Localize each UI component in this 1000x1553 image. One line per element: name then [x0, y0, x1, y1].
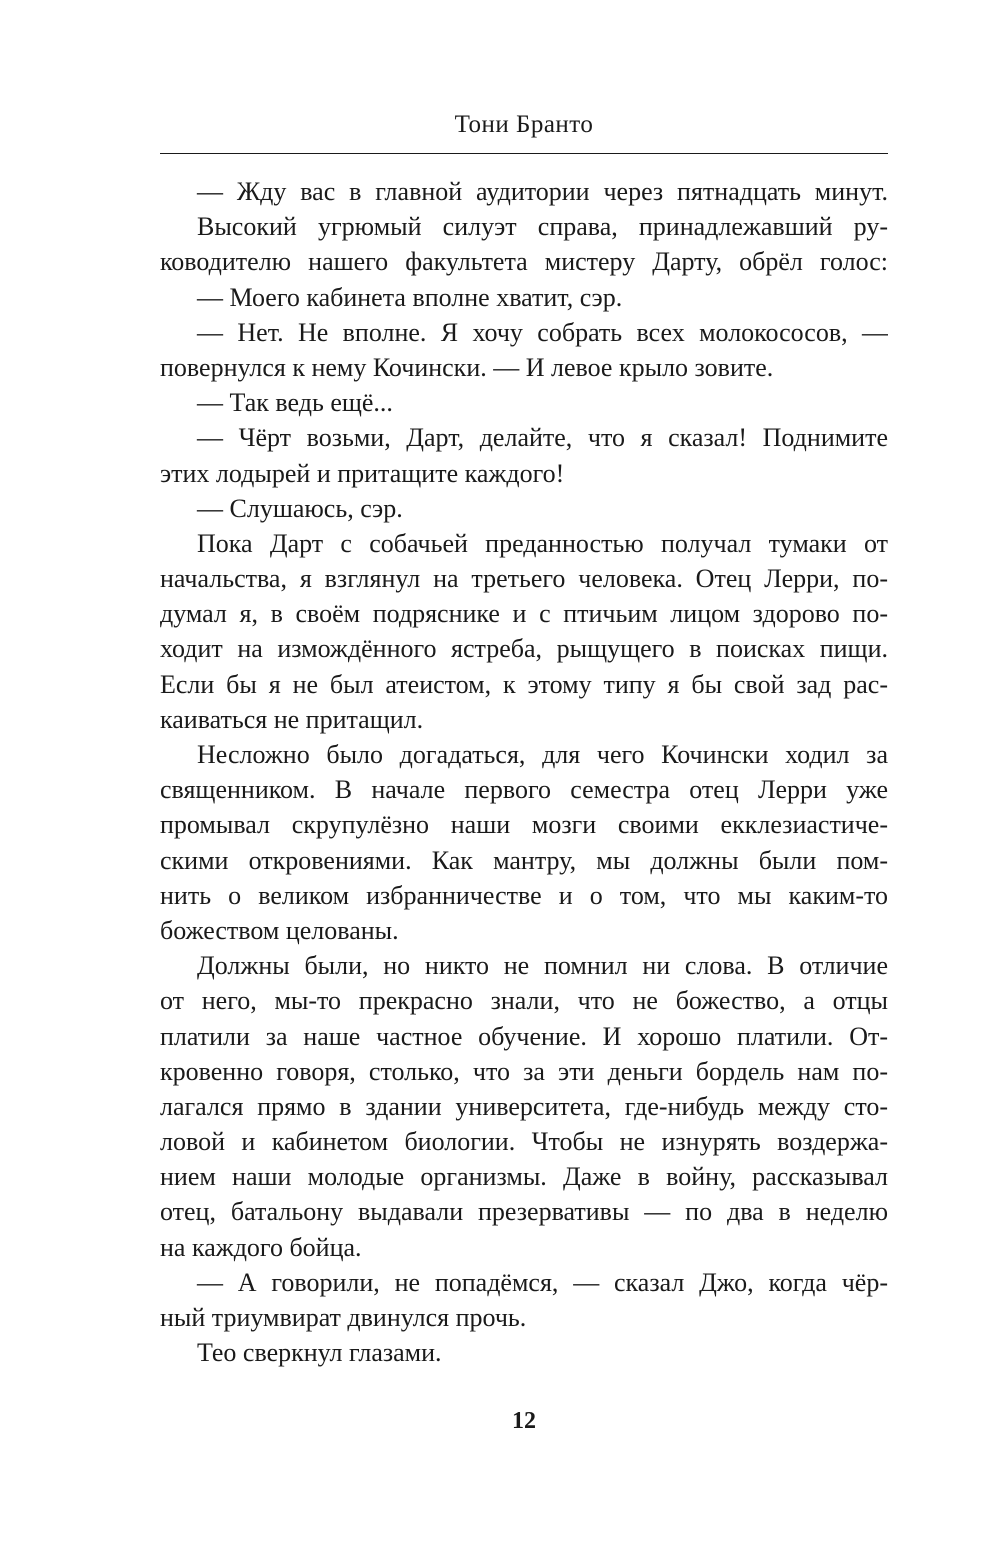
text-line: — Чёрт возьми, Дарт, делайте, что я сказал! Поднимите [197, 423, 888, 453]
header-rule [160, 153, 888, 154]
text-line: — Жду вас в главной аудитории через пятнадцать минут. [197, 177, 888, 206]
text-line: промывал скрупулёзно наши мозги своими екклезиастиче- [160, 810, 888, 840]
text-line: лагался прямо в здании университета, где-нибудь между сто- [160, 1091, 888, 1121]
text-line: платили за наше частное обучение. И хорошо платили. От- [160, 1021, 888, 1051]
text-line: от него, мы-то прекрасно знали, что не божество, а отцы [160, 986, 888, 1016]
text-line: начальства, я взглянул на третьего человека. Отец Лерри, по- [160, 564, 888, 594]
text-line: кровенно говоря, столько, что за эти деньги бордель нам по- [160, 1056, 888, 1086]
text-line: скими откровениями. Как мантру, мы должны были пом- [160, 845, 888, 875]
text-line: ловой и кабинетом биологии. Чтобы не изнурять воздержа- [160, 1127, 888, 1157]
text-line: повернулся к нему Кочински. — И левое крыло зовите. [160, 352, 774, 382]
text-line: каиваться не притащил. [160, 704, 424, 734]
text-line: отец, батальону выдавали презервативы — по два в неделю [160, 1197, 888, 1227]
text-line: ходит на измождённого ястреба, рыщущего в поисках пищи. [160, 634, 888, 664]
text-line: Несложно было догадаться, для чего Кочински ходил за [197, 740, 888, 769]
text-line: ный триумвират двинулся прочь. [160, 1303, 527, 1332]
text-line: Тео сверкнул глазами. [197, 1338, 442, 1368]
text-line: — А говорили, не попадёмся, — сказал Джо, когда чёр- [197, 1267, 888, 1297]
text-line: нить о великом избранничестве и о том, что мы каким-то [160, 880, 888, 910]
text-line: — Так ведь ещё... [197, 388, 393, 418]
text-line: думал я, в своём подряснике и с птичьим лицом здорово по- [160, 599, 888, 629]
text-line: Если бы я не был атеистом, к этому типу я бы свой зад рас- [160, 669, 888, 699]
body-text [160, 174, 888, 1370]
running-header-author: Тони Бранто [454, 111, 594, 138]
text-line: на каждого бойца. [160, 1232, 362, 1262]
text-line: — Нет. Не вполне. Я хочу собрать всех молокососов, — [197, 317, 888, 347]
page-number: 12 [512, 1408, 536, 1434]
text-line: божеством целованы. [160, 915, 399, 945]
text-line: Высокий угрюмый силуэт справа, принадлежавший ру- [197, 212, 888, 242]
text-line: этих лодырей и притащите каждого! [160, 458, 565, 488]
text-line: — Моего кабинета вполне хватит, сэр. [197, 282, 623, 312]
text-line: нием наши молодые организмы. Даже в войну, рассказывал [160, 1162, 888, 1192]
text-line: священником. В начале первого семестра отец Лерри уже [160, 775, 888, 805]
text-line: — Слушаюсь, сэр. [197, 493, 403, 523]
text-line: ководителю нашего факультета мистеру Дарту, обрёл голос: [160, 247, 888, 277]
text-line: Должны были, но никто не помнил ни слова. В отличие [197, 951, 888, 981]
text-line: Пока Дарт с собачьей преданностью получал тумаки от [197, 528, 888, 558]
